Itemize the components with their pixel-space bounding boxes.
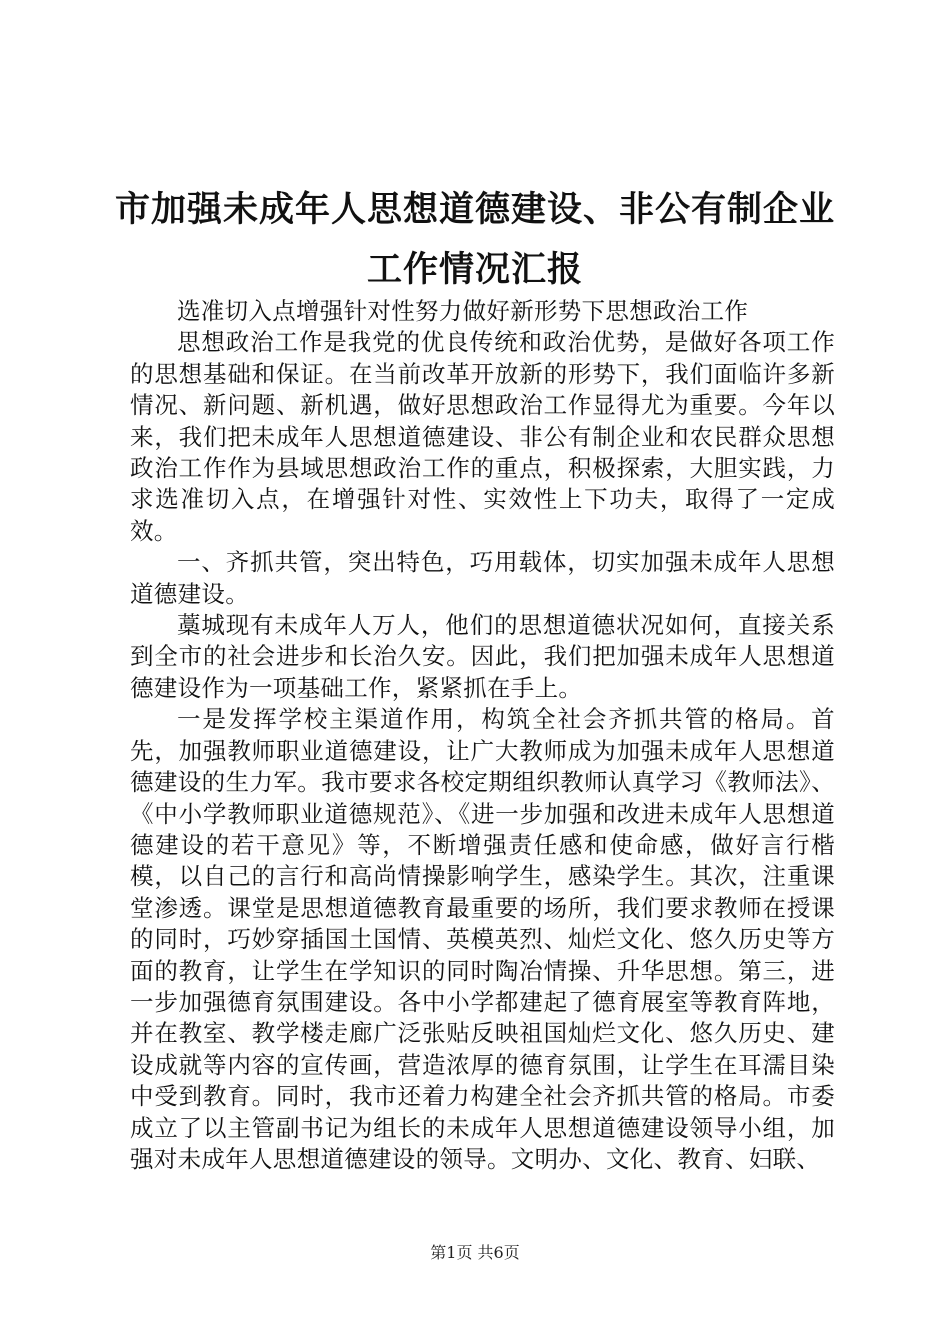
body-paragraph: 一是发挥学校主渠道作用，构筑全社会齐抓共管的格局。首先，加强教师职业道德建设，让广大教师成为加强未成年人思想道德建设的生力军。我市要求各校定期组织教师认真学习《教师法》、《中小学教师职业道德规范》、《进一步加强和改进未成年人思想道德建设的若干意见》等，不断增强责任感和使命感，做好言行楷模，以自己的言行和高尚情操影响学生，感染学生。其次，注重课堂渗透。课堂是思想道德教育最重要的场所，我们要求教师在授课的同时，巧妙穿插国土国情、英模英烈、灿烂文化、悠久历史等方面的教育，让学生在学知识的同时陶冶情操、升华思想。第三，进一步加强德育氛围建设。各中小学都建起了德育展室等教育阵地，并在教室、教学楼走廊广泛张贴反映祖国灿烂文化、悠久历史、建设成就等内容的宣传画，营造浓厚的德育氛围，让学生在耳濡目染中受到教育。同时，我市还着力构建全社会齐抓共管的格局。市委成立了以主管副书记为组长的未成年人思想道德建设领导小组，加强对未成年人思想道德建设的领导。文明办、文化、教育、妇联、 — [130, 705, 835, 1173]
page-number-footer: 第1页 共6页 — [430, 1243, 520, 1262]
body-paragraph: 藁城现有未成年人万人，他们的思想道德状况如何，直接关系到全市的社会进步和长治久安。因此，我们把加强未成年人思想道德建设作为一项基础工作，紧紧抓在手上。 — [130, 611, 835, 702]
document-title-line-1: 市加强未成年人思想道德建设、非公有制企业 — [114, 189, 835, 230]
subtitle-paragraph: 选准切入点增强针对性努力做好新形势下思想政治工作 — [177, 297, 749, 325]
section-heading-paragraph: 一、齐抓共管，突出特色，巧用载体，切实加强未成年人思想道德建设。 — [130, 548, 835, 608]
document-body — [130, 296, 835, 1175]
document-title-line-2: 工作情况汇报 — [366, 249, 583, 290]
body-paragraph: 思想政治工作是我党的优良传统和政治优势，是做好各项工作的思想基础和保证。在当前改革开放新的形势下，我们面临许多新情况、新问题、新机遇，做好思想政治工作显得尤为重要。今年以来，我们把未成年人思想道德建设、非公有制企业和农民群众思想政治工作作为县域思想政治工作的重点，积极探索，大胆实践，力求选准切入点，在增强针对性、实效性上下功夫，取得了一定成效。 — [130, 328, 835, 545]
